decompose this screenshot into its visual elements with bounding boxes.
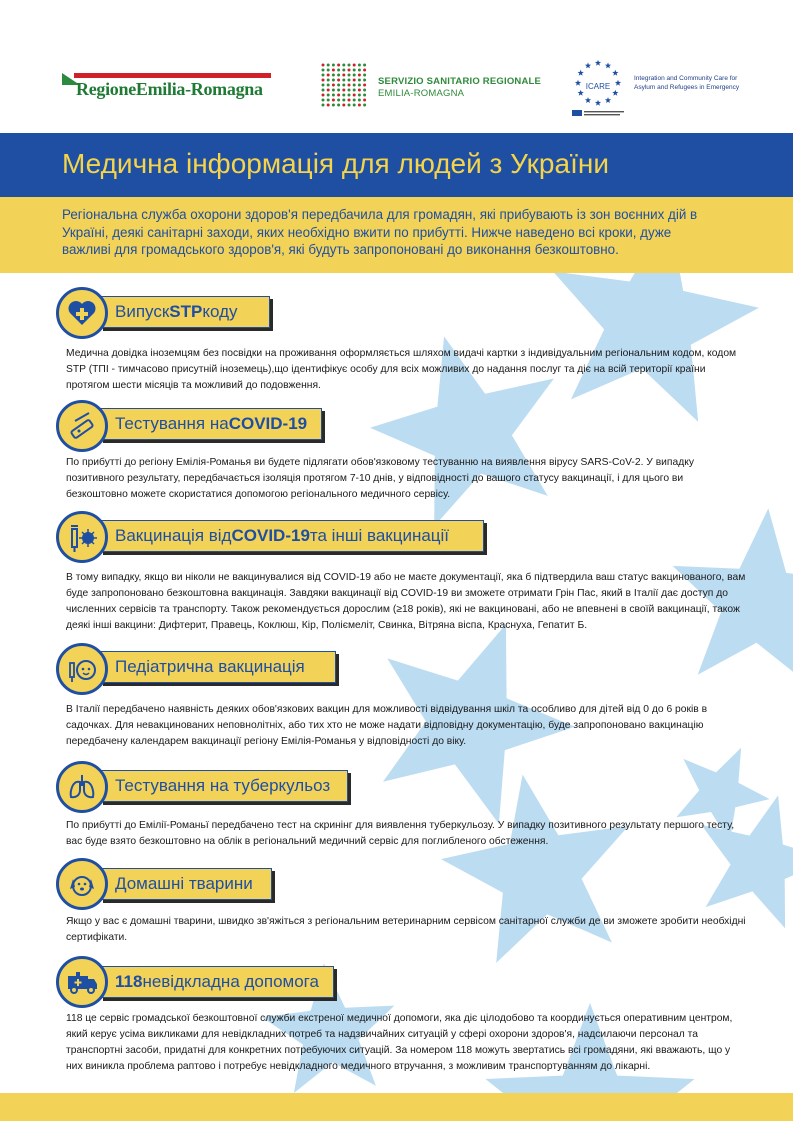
lungs-icon — [56, 761, 108, 813]
syringe-virus-icon — [56, 511, 108, 563]
page-title: Медична інформація для людей з України — [62, 148, 609, 179]
ssr-line1: SERVIZIO SANITARIO REGIONALE — [378, 76, 542, 87]
icare-name: ICARE — [585, 82, 611, 91]
section-title-covid-test: Тестування на COVID-19 — [100, 408, 322, 440]
section-title-118: 118 невідкладна допомога — [100, 966, 334, 998]
section-text-stp: Медична довідка іноземцям без посвідки на проживання оформляється шляхом видачі картки з індивідуальним регіональним кодом, кодом STP (ТПІ - тимчасово присутній іноземець),що ідентифікує особу для всіх можливих до надання послуг та діє на всій території країни протягом шести місяців та можливий до подовження. — [66, 348, 737, 391]
section-text-vaccination: В тому випадку, якщо ви ніколи не вакцинувалися від COVID-19 або не маєте документації, яка б підтвердила ваш статус вакцинованого, вам буде запропоновано безкоштовна вакцинація. Завдяки вакцинації від COVID-19 ви зможете отримати Грін Пас, який в Італії дає доступ до численних сервісів та транспорту. Також рекомендується дорослим (≥18 років), які не вакциновані, або не впевнені в своїй вакцинації, також деякі інші вакцини: Дифтерит, Правець, Коклюш, Кір, Поліємеліт, Свинка, Вітряна віспа, Краснуха, Гепатит Б. — [66, 572, 746, 631]
regione-emilia-romagna-logo — [62, 70, 272, 100]
logo-red-bar — [74, 73, 271, 78]
test-kit-icon — [56, 400, 108, 452]
eu-flag-icon — [572, 110, 582, 116]
section-title-vaccination: Вакцинація від COVID-19 та інші вакцинації — [100, 520, 484, 552]
section-text-pets: Якщо у вас є домашні тварини, швидко зв'яжіться з регіональним ветеринарним сервісом санітарної служби де ви зможете зробити необхідні сертифікати. — [66, 916, 746, 943]
dog-icon — [56, 858, 108, 910]
ambulance-icon — [56, 956, 108, 1008]
footer-band — [0, 1093, 793, 1121]
section-title-tuberculosis: Тестування на туберкульоз — [100, 770, 348, 802]
region-logo-text: RegioneEmilia-Romagna — [76, 79, 263, 99]
section-text-118: 118 це сервіс громадської безкоштовної служби екстреної медичної допомоги, яка діє цілодобово та координується оперативним центром, який керує усіма викликами для невідкладних потреб та надзвичайних ситуацій у сфері охорони здоров'я, надсилаючи персонал та транспортні засоби, придатні для конкретних потребуючих ситуацій. За номером 118 можуть звертатись всі громадяни, які вважають, що у них виникла проблема раптово і потребує невідкладного медичного втручання, з можливим транспортуванням до лікарні. — [66, 1013, 733, 1072]
section-text-tuberculosis: По прибутті до Емілії-Романьї передбачено тест на скринінг для виявлення туберкульозу. У випадку позитивного результату першого тесту, вас буде взято безкоштовно на облік в регіональний медичний сервіс для поглибленого обстеження. — [66, 820, 735, 847]
section-title-pets: Домашні тварини — [100, 868, 272, 900]
icare-logo-text — [634, 74, 744, 92]
ssr-line2: EMILIA-ROMAGNA — [378, 88, 465, 99]
intro-text: Регіональна служба охорони здоров'я передбачила для громадян, які прибувають із зон воєнних дій в Україні, деякі санітарні заходи, яких необхідно вжити по прибутті. Нижче наведено всі кроки, дуже важливі для громадського здоров'я, які будуть запропоновані до виконання безкоштовно. — [62, 207, 698, 257]
icare-line2: Asylum and Refugees in Emergency — [634, 84, 740, 91]
section-title-pediatric: Педіатрична вакцинація — [100, 651, 336, 683]
heart-plus-icon — [56, 287, 108, 339]
ssr-dots-logo — [320, 62, 368, 108]
icare-eu-logo — [568, 57, 628, 119]
ssr-logo-text — [378, 76, 541, 100]
baby-syringe-icon — [56, 643, 108, 695]
section-title-stp: Випуск STP коду — [100, 296, 270, 328]
section-text-covid-test: По прибутті до регіону Емілія-Романья ви будете підлягати обов'язковому тестуванню на виявлення вірусу SARS-CoV-2. У випадку позитивного результату, передбачається ізоляція протягом 7-10 днів, у відповідності до вашого статусу вакцинації, і для цього ви безкоштовно можете скористатися допомогою регіонального медичного сервісу. — [66, 457, 695, 500]
icare-line1: Integration and Community Care for — [634, 75, 738, 82]
section-text-pediatric: В Італії передбачено наявність деяких обов'язкових вакцин для можливості відвідування шкіл та особливо для дітей від 0 до 6 років в садочках. Для невакцинованих неповнолітніх, або тих хто не може надати відповідну документацію, буде запропоновано вакцинацію передбачену календарем вакцинації регіону Емілія-Романья у відповідності до віку. — [66, 704, 708, 747]
